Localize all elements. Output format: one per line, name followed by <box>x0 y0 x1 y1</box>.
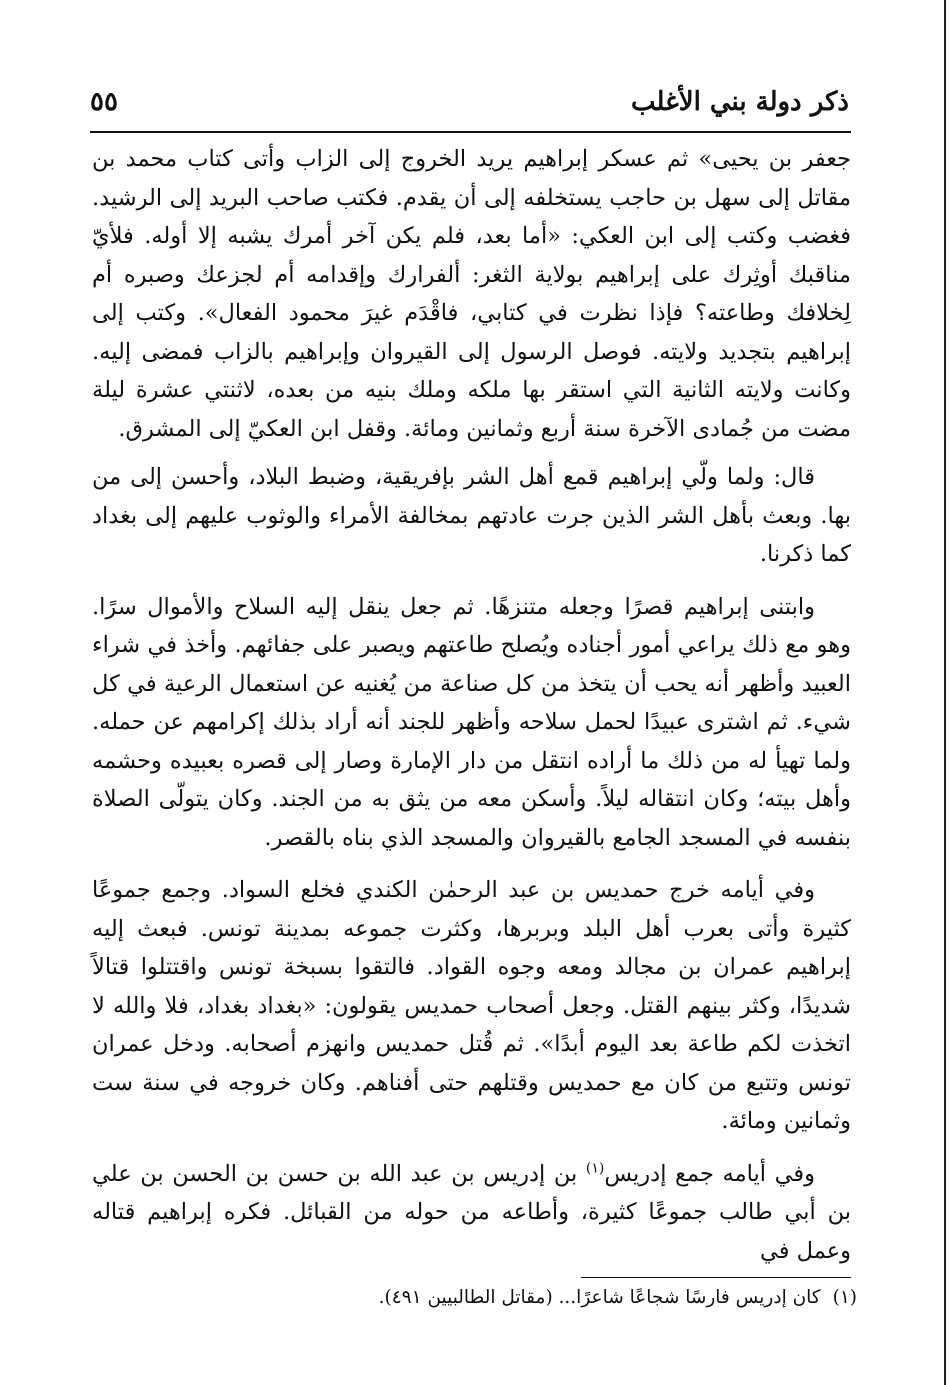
footnote-reference: (١) <box>585 1160 605 1176</box>
paragraph <box>92 871 851 1141</box>
paragraph-text: وفي أيامه خرج حمديس بن عبد الرحمٰن الكندي فخلع السواد. وجمع جموعًا كثيرة وأتى بعرب أهل البلد وبربرها، وكثرت جموعه بمدينة تونس. فبعث إليه إبراهيم عمران بن مجالد ومعه وجوه القواد. فالتقوا بسبخة تونس واقتتلوا قتالاً شديدًا، وكثر بينهم القتل. وجعل أصحاب حمديس يقولون: «بغداد بغداد، فلا والله لا اتخذت لكم طاعة بعد اليوم أبدًا». ثم قُتل حمديس وانهزم أصحابه. ودخل عمران تونس وتتبع من كان مع حمديس وقتلهم حتى أفناهم. وكان خروجه في سنة ست وثمانين ومائة. <box>92 877 851 1134</box>
paragraph-text: وفي أيامه جمع إدريس <box>604 1160 816 1187</box>
paragraph <box>92 458 851 574</box>
footnote-text: كان إدريس فارسًا شجاعًا شاعرًا... (مقاتل الطالبيين ٤٩١). <box>378 1287 821 1308</box>
chapter-title: ذكر دولة بني الأغلب <box>631 87 849 117</box>
page-number: ٥٥ <box>90 87 118 117</box>
paragraph <box>92 588 851 858</box>
paragraph <box>92 1155 851 1271</box>
footnote <box>92 1283 857 1313</box>
paragraph-text: قال: ولما ولّي إبراهيم قمع أهل الشر بإفريقية، وضبط البلاد، وأحسن إلى من بها. وبعث بأهل الشر الذين جرت عادتهم بمخالفة الأمراء والوثوب عليهم إلى بغداد كما ذكرنا. <box>92 464 851 567</box>
paragraph-text-continued: بن إدريس بن عبد الله بن حسن بن الحسن بن علي بن أبي طالب جموعًا كثيرة، وأطاعه من حوله من القبائل. فكره إبراهيم قتاله وعمل في <box>92 1160 851 1264</box>
running-head <box>90 82 849 122</box>
body-text <box>92 140 851 1280</box>
paragraph-text: جعفر بن يحيى» ثم عسكر إبراهيم يريد الخروج إلى الزاب وأتى كتاب محمد بن مقاتل إلى سهل بن حاجب يستخلفه إلى أن يقدم. فكتب صاحب البريد إلى الرشيد. فغضب وكتب إلى ابن العكي: «أما بعد، فلم يكن آخر أمرك يشبه إلا أوله. فلأيّ مناقبك أوثِرك على إبراهيم بولاية الثغر: ألفرارك وإقدامه أم لجزعك وصبره أم لِخلافك وطاعته؟ فإذا نظرت في كتابي، فاقْدَم غيرَ محمود الفعال». وكتب إلى إبراهيم بتجديد ولايته. فوصل الرسول إلى القيروان وإبراهيم بالزاب فمضى إليه. وكانت ولايته الثانية التي استقر بها ملكه وملك بنيه من بعده، لاثنتي عشرة ليلة مضت من جُمادى الآخرة سنة أربع وثمانين ومائة. وقفل ابن العكيّ إلى المشرق. <box>92 146 851 442</box>
page-edge-line <box>944 0 946 1385</box>
footnote-marker: (١) <box>832 1287 857 1308</box>
paragraph <box>92 140 851 448</box>
header-rule <box>90 131 851 133</box>
paragraph-text: وابتنى إبراهيم قصرًا وجعله متنزهًا. ثم جعل ينقل إليه السلاح والأموال سرًا. وهو مع ذلك يراعي أمور أجناده ويُصلح طاعتهم ويصبر على جفائهم. وأخذ في شراء العبيد وأظهر أنه يحب أن يتخذ من كل صناعة من يُغنيه عن استعمال الرعية في كل شيء. ثم اشترى عبيدًا لحمل سلاحه وأظهر للجند أنه أراد بذلك إكرامهم عن حمله. ولما تهيأ له من ذلك ما أراده انتقل من دار الإمارة وصار إلى قصره بعبيده وحشمه وأهل بيته؛ وكان انتقاله ليلاً. وأسكن معه من يثق به من الجند. وكان يتولّى الصلاة بنفسه في المسجد الجامع بالقيروان والمسجد الذي بناه بالقصر. <box>92 593 851 851</box>
footnote-rule <box>581 1277 851 1278</box>
